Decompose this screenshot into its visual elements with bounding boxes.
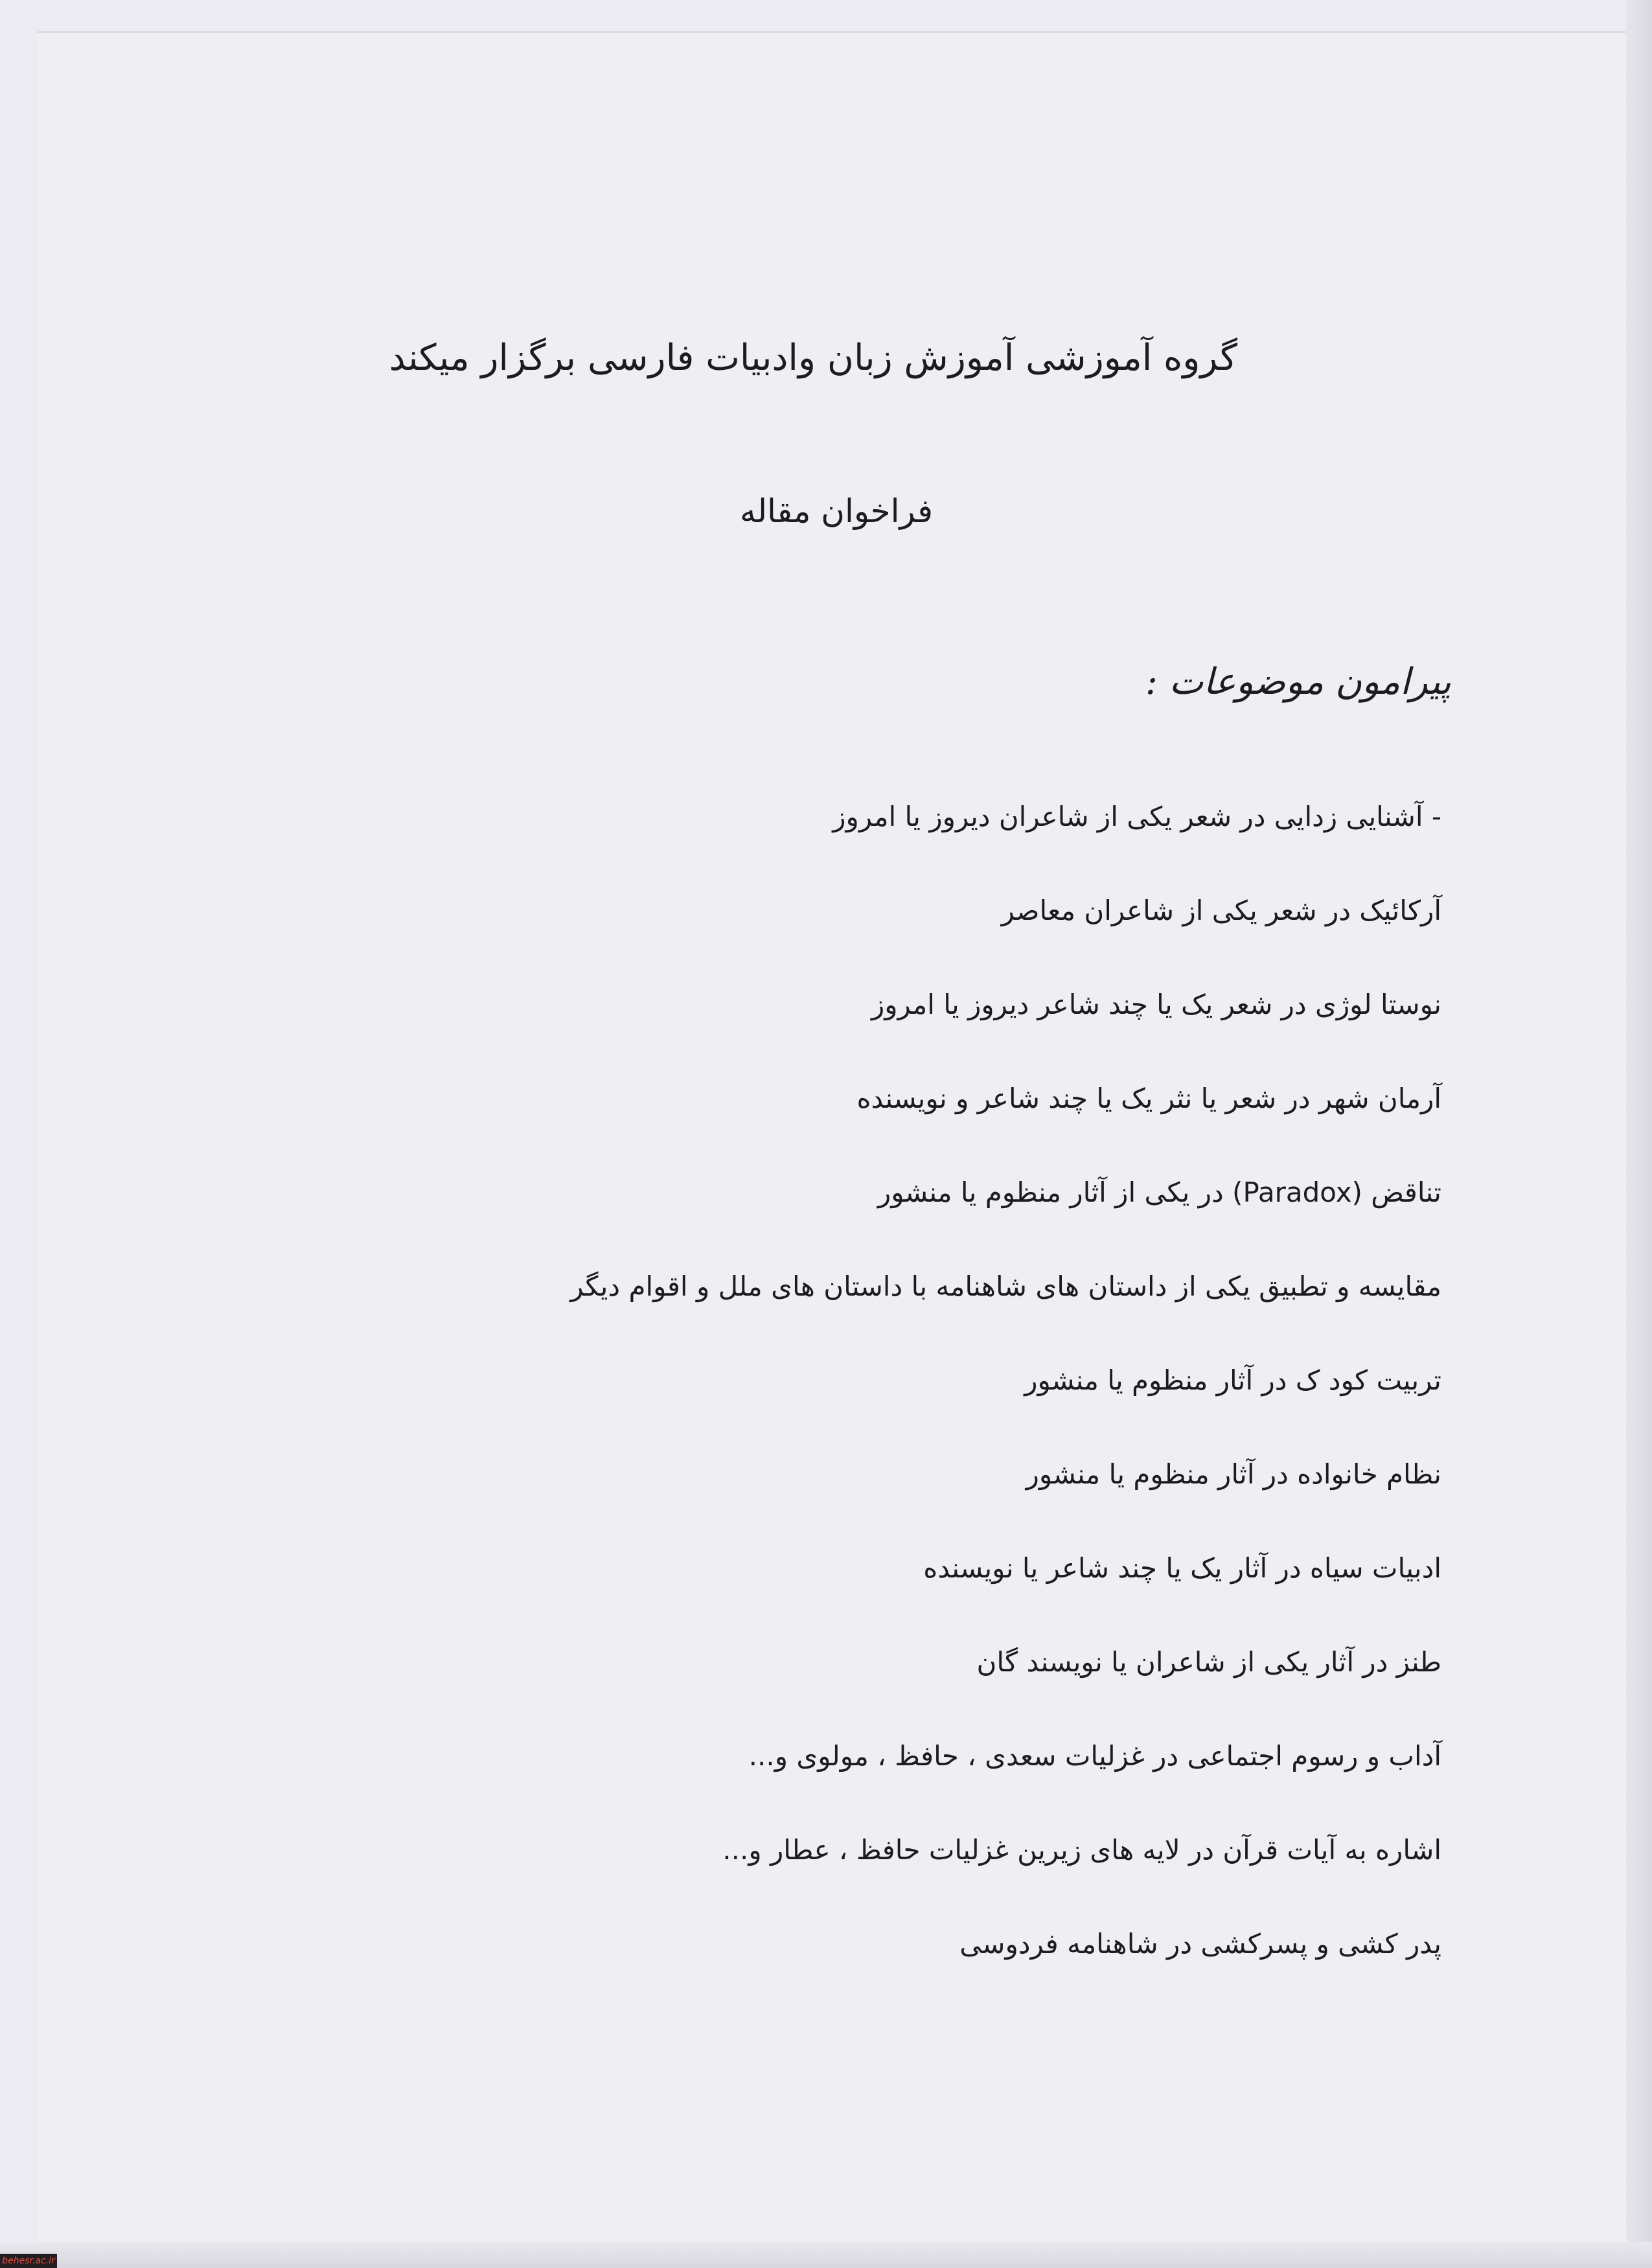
topic-item: نوستا لوژی در شعر یک یا چند شاعر دیروز یا امروز xyxy=(871,989,1441,1020)
topic-item: تناقض (Paradox) در یکی از آثار منظوم یا منشور xyxy=(877,1176,1441,1208)
topic-item: ادبیات سیاه در آثار یک یا چند شاعر یا نویسنده xyxy=(923,1552,1441,1584)
topics-list xyxy=(570,794,1441,2015)
topic-item: اشاره به آیات قرآن در لایه های زیرین غزلیات حافظ ، عطار و... xyxy=(722,1834,1441,1866)
topic-item: مقایسه و تطبیق یکی از داستان های شاهنامه با داستان های ملل و اقوام دیگر xyxy=(570,1270,1441,1302)
topics-label: پیرامون موضوعات : xyxy=(1145,661,1451,703)
scan-edge xyxy=(1626,0,1652,2268)
topic-item: طنز در آثار یکی از شاعران یا نویسند گان xyxy=(976,1646,1441,1678)
topic-item: آرکائیک در شعر یکی از شاعران معاصر xyxy=(1001,895,1441,926)
call-for-papers-title: فراخوان مقاله xyxy=(740,492,933,530)
topic-item: نظام خانواده در آثار منظوم یا منشور xyxy=(1026,1458,1441,1490)
document-heading: گروه آموزشی آموزش زبان وادبیات فارسی برگزار میکند xyxy=(389,337,1237,379)
topic-item: پدر کشی و پسرکشی در شاهنامه فردوسی xyxy=(959,1928,1441,1960)
topic-item: تربیت کود ک در آثار منظوم یا منشور xyxy=(1024,1364,1441,1396)
source-badge: behesr.ac.ir xyxy=(0,2254,57,2268)
topic-item: - آشنایی زدایی در شعر یکی از شاعران دیروز یا امروز xyxy=(832,801,1441,832)
topic-item: آداب و رسوم اجتماعی در غزلیات سعدی ، حافظ ، مولوی و... xyxy=(748,1740,1441,1772)
scan-bottom-shadow xyxy=(0,2242,1652,2268)
topic-item: آرمان شهر در شعر یا نثر یک یا چند شاعر و نویسنده xyxy=(856,1082,1441,1114)
